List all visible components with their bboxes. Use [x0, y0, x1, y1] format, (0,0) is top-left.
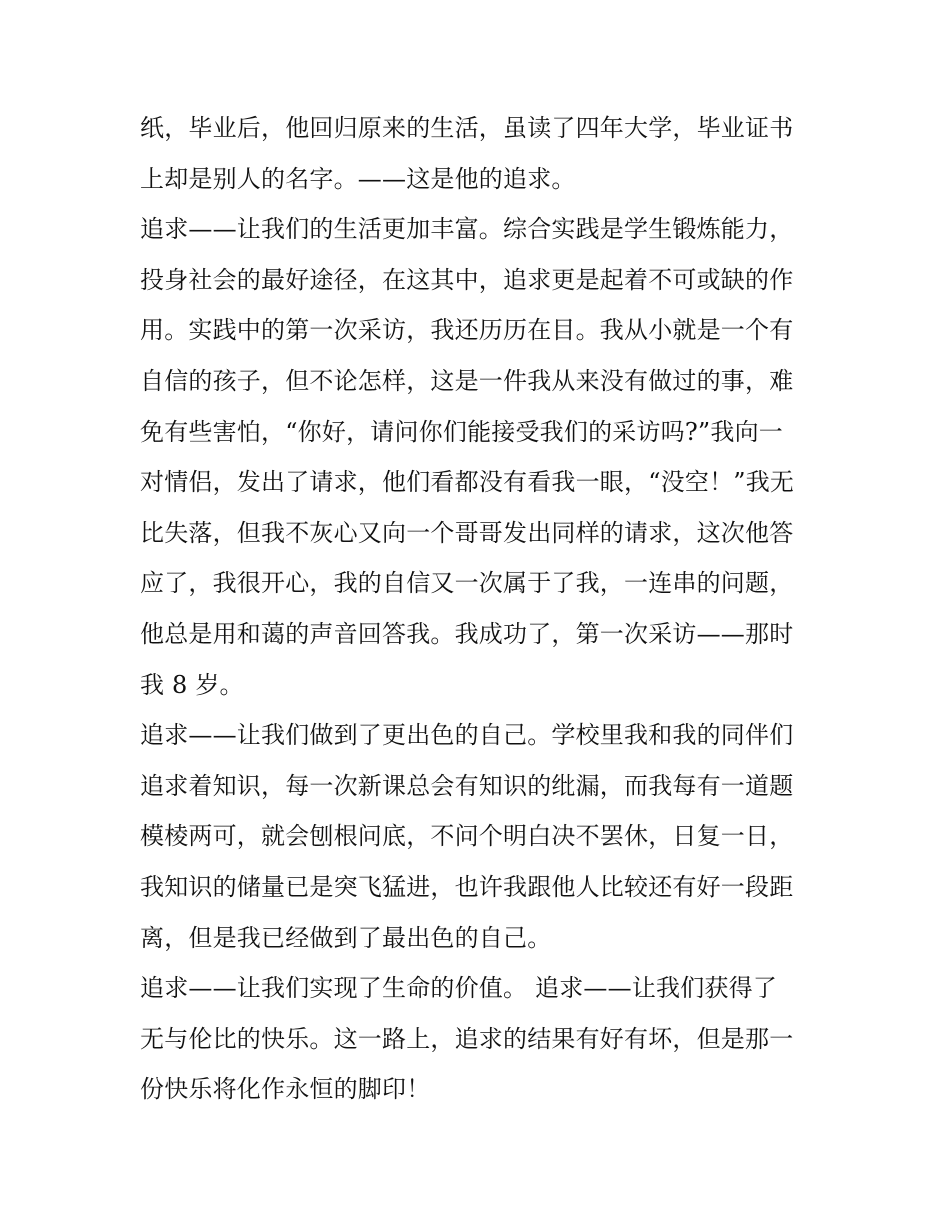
text-line-3: 追求——让我们的生活更加丰富。综合实践是学生锻炼能力，: [140, 215, 794, 244]
text-line-12: 我 8 岁。: [140, 670, 244, 699]
text-line-4: 投身社会的最好途径，在这其中，追求更是起着不可或缺的作: [140, 265, 794, 294]
text-line-5: 用。实践中的第一次采访，我还历历在目。我从小就是一个有: [140, 316, 794, 345]
text-line-10: 应了，我很开心，我的自信又一次属于了我，一连串的问题，: [140, 569, 794, 598]
text-line-17: 离，但是我已经做到了最出色的自己。: [140, 923, 552, 952]
text-line-18: 追求——让我们实现了生命的价值。 追求——让我们获得了: [140, 974, 778, 1003]
text-line-13: 追求——让我们做到了更出色的自己。学校里我和我的同伴们: [140, 721, 794, 750]
text-line-6: 自信的孩子，但不论怎样，这是一件我从来没有做过的事，难: [140, 366, 794, 395]
text-line-20: 份快乐将化作永恒的脚印！: [140, 1075, 431, 1104]
essay-text: [140, 103, 820, 1115]
text-line-9: 比失落，但我不灰心又向一个哥哥发出同样的请求，这次他答: [140, 518, 794, 547]
text-line-1: 纸，毕业后，他回归原来的生活，虽读了四年大学，毕业证书: [140, 114, 794, 142]
text-line-7: 免有些害怕，“你好，请问你们能接受我们的采访吗?”我向一: [140, 417, 784, 446]
text-line-19: 无与伦比的快乐。这一路上，追求的结果有好有坏，但是那一: [140, 1024, 794, 1053]
text-line-11: 他总是用和蔼的声音回答我。我成功了，第一次采访——那时: [140, 619, 794, 648]
text-line-2: 上却是别人的名字。——这是他的追求。: [140, 164, 576, 193]
text-line-14: 追求着知识，每一次新课总会有知识的纰漏，而我每有一道题: [140, 771, 794, 800]
text-line-16: 我知识的储量已是突飞猛进，也许我跟他人比较还有好一段距: [140, 872, 794, 901]
text-line-8: 对情侣，发出了请求，他们看都没有看我一眼，“没空！”我无: [140, 468, 795, 497]
text-line-15: 模棱两可，就会刨根问底，不问个明白决不罢休，日复一日，: [140, 822, 794, 851]
